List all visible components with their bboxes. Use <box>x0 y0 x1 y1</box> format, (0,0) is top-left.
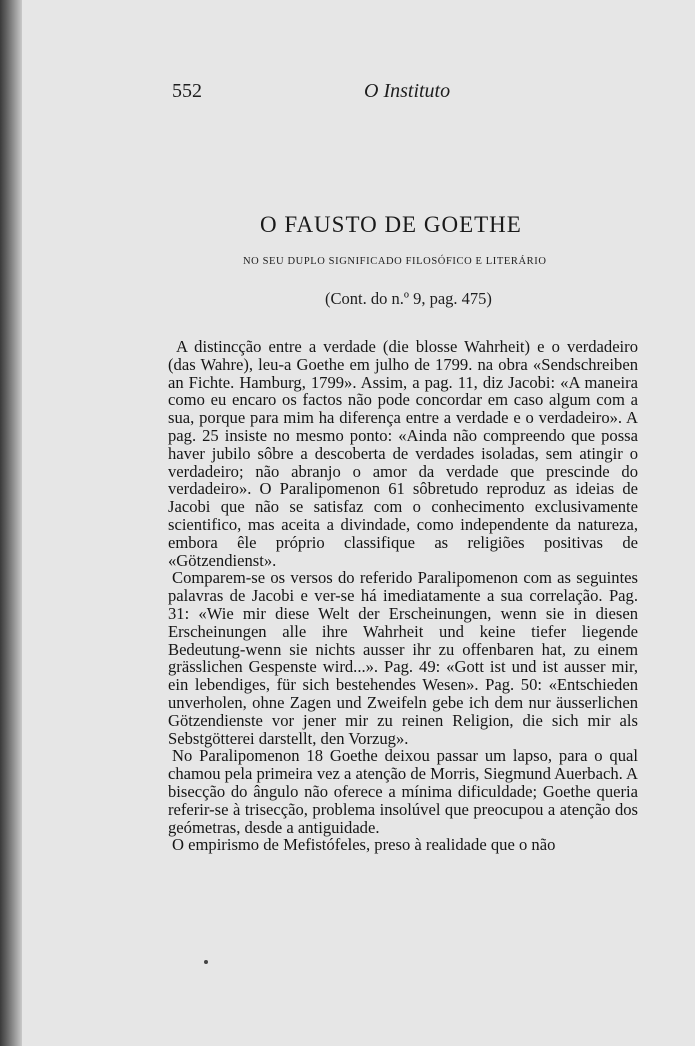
book-binding-edge <box>0 0 22 1046</box>
ink-speck <box>204 960 208 964</box>
page-header <box>172 76 532 106</box>
continuation-note: (Cont. do n.º 9, pag. 475) <box>325 289 492 308</box>
paragraph: O empirismo de Mefistófeles, preso à realidade que o não <box>172 835 556 855</box>
article-body <box>168 338 638 854</box>
paragraph: No Paralipomenon 18 Goethe deixou passar um lapso, para o qual chamou pela primeira vez a atenção de Morris, Siegmund Auerbach. A bisecção do ângulo não oferece a mínima dificuldade; Goethe queria referir-se à trisecção, problema insolúvel que preocupou a atenção dos geómetras, desde a antiguidade. <box>168 746 638 837</box>
paragraph: Comparem-se os versos do referido Paralipomenon com as seguintes palavras de Jacobi e ver-se há imediatamente a sua correlação. Pag. 31: «Wie mir diese Welt der Erscheinungen, wenn sie in diesen Erscheinungen alle ihre Wahrheit und keine tiefer liegende Bedeutung-wenn sie nichts ausser ihr zu offenbaren hat, zu einem grässlichen Gespenste wird...». Pag. 49: «Gott ist und ist ausser mir, ein lebendiges, für sich bestehendes Wesen». Pag. 50: «Entschieden unverholen, ohne Zagen und Zweifeln gebe ich dem nur äusserlichen Götzendienste vor jener mir zu reinen Religion, die sich mir als Sebstgötterei darstellt, den Vorzug». <box>168 568 638 748</box>
paragraph: A distincção entre a verdade (die blosse Wahrheit) e o verdadeiro (das Wahre), leu-a Goethe em julho de 1799. na obra «Sendschreiben an Fichte. Hamburg, 1799». Assim, a pag. 11, diz Jacobi: «A maneira como eu encaro os factos não pode concordar em caso algum com a sua, porque para mim ha diferença entre a verdade e o verdadeiro». A pag. 25 insiste no mesmo ponto: «Ainda não compreendo que possa haver jubilo sôbre a descoberta de verdades isoladas, sem atingir o verdadeiro; não abranjo o amor da verdade que prescinde do verdadeiro». O Paralipomenon 61 sôbretudo reproduz as ideias de Jacobi que não se satisfaz com o conhecimento exclusivamente scientifico, mas aceita a divindade, como independente da natureza, embora êle próprio classifique as religiões positivas de «Götzendienst». <box>168 337 638 570</box>
running-head: O Instituto <box>364 80 451 102</box>
page-number: 552 <box>172 80 202 102</box>
article-subtitle: NO SEU DUPLO SIGNIFICADO FILOSÓFICO E LITERÁRIO <box>243 256 547 267</box>
article-title: O FAUSTO DE GOETHE <box>260 212 522 237</box>
